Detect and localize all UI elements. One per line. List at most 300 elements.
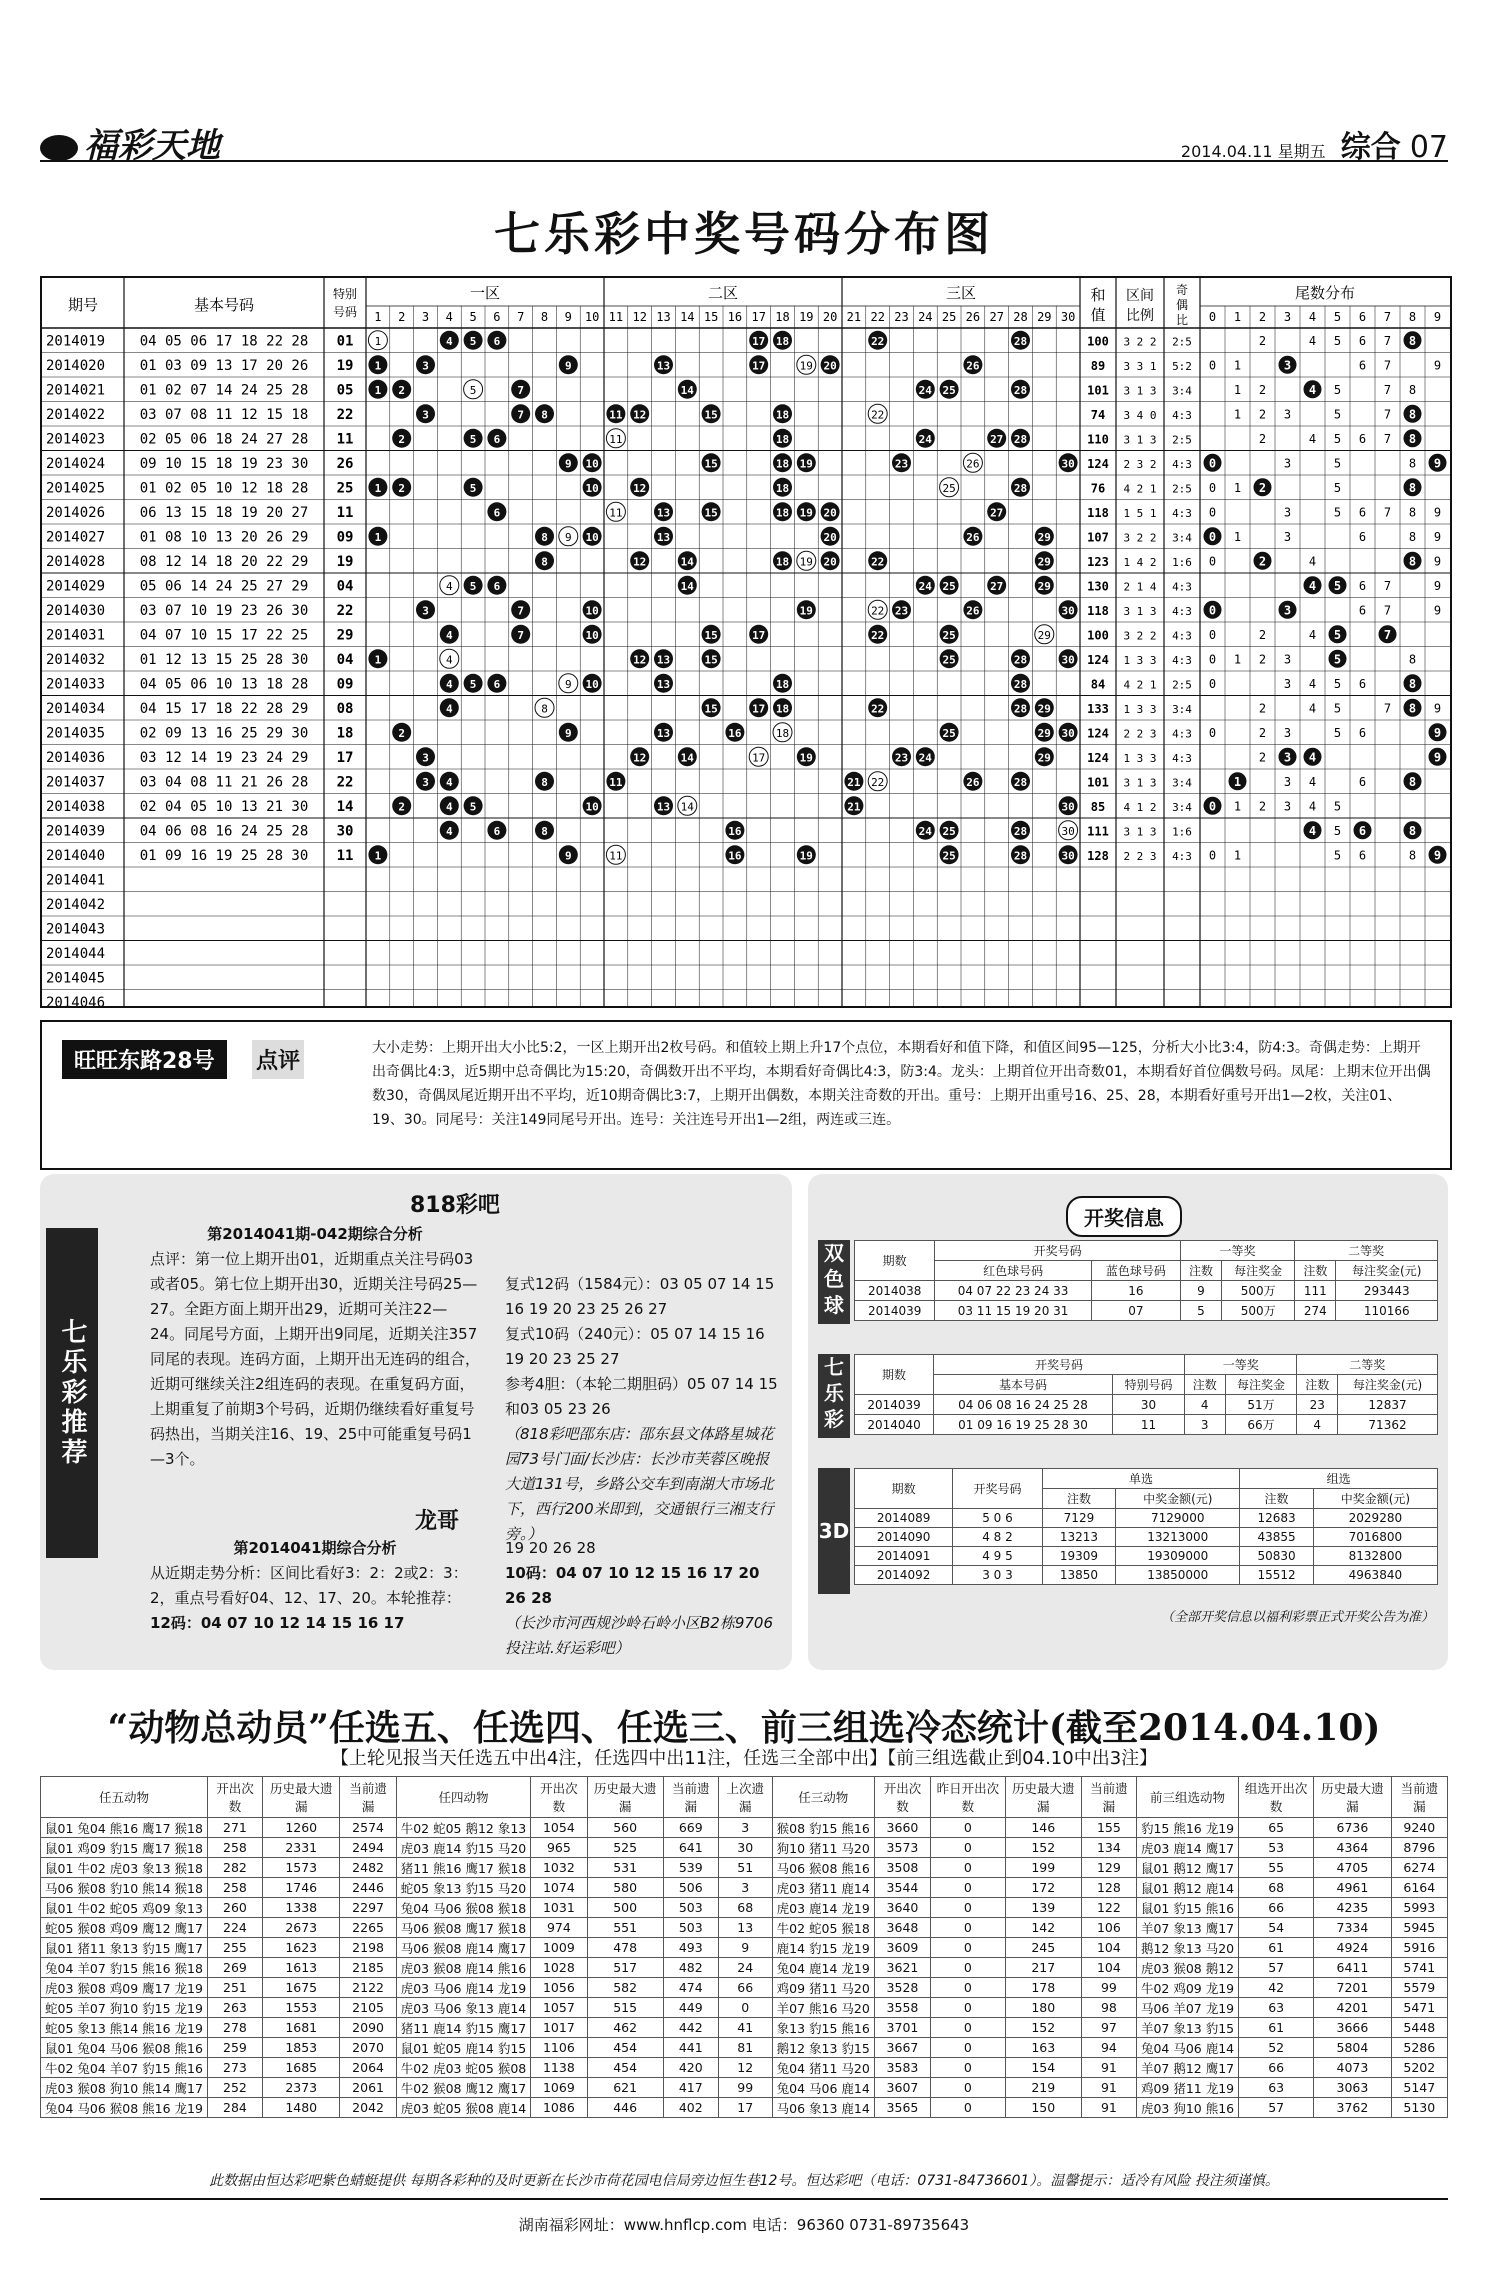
cell: 虎03 狗10 熊16 xyxy=(1136,2098,1238,2118)
winning-ball-label: 25 xyxy=(942,579,956,593)
table-row xyxy=(41,1898,1448,1918)
cell: 兔04 鹿14 龙19 xyxy=(772,1958,874,1978)
winning-ball-label: 28 xyxy=(1013,702,1028,716)
cell: 19309000 xyxy=(1116,1547,1240,1566)
longge-12: 12码：04 07 10 12 14 15 16 17 xyxy=(150,1614,405,1632)
cell: 虎03 蛇05 猴08 鹿14 xyxy=(396,2098,531,2118)
cell: 68 xyxy=(1239,1878,1314,1898)
cell: 兔04 马06 猴08 熊16 龙19 xyxy=(41,2098,208,2118)
cell: 3660 xyxy=(874,1818,930,1838)
tail-digit: 0 xyxy=(1208,358,1217,373)
winning-ball-label: 9 xyxy=(564,359,572,373)
cell: 57 xyxy=(1239,2098,1314,2118)
row-basic: 02 05 06 18 24 27 28 xyxy=(139,431,309,448)
cell: 兔04 马06 鹿14 xyxy=(772,2078,874,2098)
tail-digit: 0 xyxy=(1208,554,1217,569)
cell: 鼠01 牛02 蛇05 鸡09 象13 xyxy=(41,1898,208,1918)
winning-ball-label: 8 xyxy=(541,530,548,544)
ssq-h-numbers: 开奖号码 xyxy=(935,1241,1181,1261)
tail-digit: 2 xyxy=(1258,480,1267,495)
cell: 羊07 象13 鹰17 xyxy=(1136,1918,1238,1938)
winning-ball-label: 4 xyxy=(445,824,453,838)
tail-digit: 0 xyxy=(1208,652,1217,667)
winning-ball-label: 2 xyxy=(398,432,406,446)
cell: 2014038 xyxy=(855,1281,935,1301)
cell: 66 xyxy=(1239,1898,1314,1918)
row-oddeven: 4:3 xyxy=(1172,580,1192,594)
winning-ball-label: 5 xyxy=(469,677,477,691)
tail-digit: 3 xyxy=(1283,750,1292,765)
cell: 11 xyxy=(1113,1415,1185,1435)
row-period: 2014019 xyxy=(46,333,106,350)
winning-ball-label: 8 xyxy=(541,408,548,422)
cell: 5 xyxy=(1180,1301,1221,1321)
bar818-title: 818彩吧 xyxy=(410,1193,500,1218)
tail-digit: 9 xyxy=(1433,725,1442,740)
winning-ball-label: 27 xyxy=(990,432,1004,446)
cell: 3565 xyxy=(874,2098,930,2118)
header-number: 17 xyxy=(751,310,766,324)
cell: 580 xyxy=(587,1878,663,1898)
cold-header: 前三组选动物 xyxy=(1136,1777,1238,1818)
cell: 5804 xyxy=(1314,2038,1391,2058)
winning-ball-label: 28 xyxy=(1013,775,1028,789)
tail-digit: 0 xyxy=(1208,799,1217,814)
header-tail-digit: 3 xyxy=(1283,310,1292,324)
footer-site: 湖南福彩网址：www.hnflcp.com 电话：96360 0731-89735643 xyxy=(518,2216,970,2234)
winning-ball-label: 3 xyxy=(422,359,429,373)
cell: 517 xyxy=(587,1958,663,1978)
cell: 0 xyxy=(931,1978,1006,1998)
winning-ball-label: 30 xyxy=(1061,653,1075,667)
header-number: 1 xyxy=(374,310,382,324)
winning-ball-label: 3 xyxy=(422,408,429,422)
cell: 539 xyxy=(663,1858,718,1878)
row-oddeven: 4:3 xyxy=(1172,653,1192,667)
winning-ball-label: 24 xyxy=(918,579,932,593)
table-row xyxy=(41,1918,1448,1938)
cell: 500万 xyxy=(1222,1301,1295,1321)
tail-digit: 3 xyxy=(1283,799,1292,814)
row-special: 19 xyxy=(336,553,354,570)
tail-digit: 5 xyxy=(1333,480,1342,495)
row-special: 30 xyxy=(336,823,354,840)
winning-ball-label: 5 xyxy=(469,481,477,495)
longge-address: （长沙市河西规沙岭石岭小区B2栋9706投注站.好运彩吧） xyxy=(505,1614,774,1657)
tail-digit: 2 xyxy=(1258,382,1267,397)
cell: 129 xyxy=(1081,1858,1136,1878)
tail-digit: 5 xyxy=(1333,823,1342,838)
winning-ball-label: 10 xyxy=(585,481,599,495)
row-basic: 01 09 16 19 25 28 30 xyxy=(139,847,309,864)
row-basic: 01 03 09 13 17 20 26 xyxy=(139,357,309,374)
row-oddeven: 3:4 xyxy=(1172,531,1192,545)
header-number: 25 xyxy=(941,310,957,324)
row-period: 2014028 xyxy=(46,553,106,570)
table-row xyxy=(855,1528,1438,1547)
cell: 4 xyxy=(1297,1415,1338,1435)
winning-ball-label: 22 xyxy=(871,334,885,348)
row-period: 2014041 xyxy=(46,872,106,889)
winning-ball-label: 29 xyxy=(1037,579,1051,593)
winning-ball-label: 18 xyxy=(775,555,790,569)
special-ball-label: 9 xyxy=(564,677,572,691)
cell: 52 xyxy=(1239,2038,1314,2058)
tail-digit: 9 xyxy=(1433,505,1442,520)
cell: 虎03 鹿14 豹15 马20 xyxy=(396,1838,531,1858)
cell: 5945 xyxy=(1391,1918,1447,1938)
cell: 5147 xyxy=(1391,2078,1447,2098)
header-number: 18 xyxy=(775,310,790,324)
cell: 07 xyxy=(1091,1301,1180,1321)
row-period: 2014022 xyxy=(46,406,106,423)
winning-ball-label: 10 xyxy=(585,800,599,814)
winning-ball-label: 4 xyxy=(445,334,453,348)
longge-title: 龙哥 xyxy=(415,1509,460,1534)
cell: 0 xyxy=(931,1958,1006,1978)
winning-ball-label: 19 xyxy=(799,849,813,863)
cell: 3573 xyxy=(874,1838,930,1858)
cell: 669 xyxy=(663,1818,718,1838)
winning-ball-label: 20 xyxy=(823,506,837,520)
special-ball-label: 30 xyxy=(1061,824,1075,838)
winning-ball-label: 24 xyxy=(918,824,932,838)
winning-ball-label: 10 xyxy=(585,628,599,642)
winning-ball-label: 20 xyxy=(823,530,837,544)
cell: 3 xyxy=(718,1818,772,1838)
tail-digit: 4 xyxy=(1308,627,1317,642)
cell: 3 xyxy=(718,1878,772,1898)
cell: 482 xyxy=(663,1958,718,1978)
tail-digit: 5 xyxy=(1333,431,1342,446)
winning-ball-label: 28 xyxy=(1013,677,1028,691)
tail-digit: 7 xyxy=(1383,358,1392,373)
bar818-col1 xyxy=(150,1222,480,1472)
page-title: 七乐彩中奖号码分布图 xyxy=(494,207,994,261)
winning-ball-label: 18 xyxy=(775,702,790,716)
winning-ball-label: 25 xyxy=(942,824,956,838)
row-special: 22 xyxy=(336,406,354,423)
cell: 鼠01 兔04 熊16 鹰17 猴18 xyxy=(41,1818,208,1838)
cell: 5448 xyxy=(1391,2018,1447,2038)
cell: 猪11 鹿14 豹15 鹰17 xyxy=(396,2018,531,2038)
row-sum: 124 xyxy=(1087,750,1109,765)
cell: 2373 xyxy=(262,2078,339,2098)
header-zone-3: 三区 xyxy=(945,284,977,302)
winning-ball-label: 2 xyxy=(398,481,406,495)
cell: 1681 xyxy=(262,2018,339,2038)
cell: 57 xyxy=(1239,1958,1314,1978)
winning-ball-label: 18 xyxy=(775,481,790,495)
cell: 马06 羊07 龙19 xyxy=(1136,1998,1238,2018)
header-number: 4 xyxy=(445,310,453,324)
winning-ball-label: 29 xyxy=(1037,530,1051,544)
tail-digit: 9 xyxy=(1433,578,1442,593)
winning-ball-label: 6 xyxy=(493,432,501,446)
tail-digit: 8 xyxy=(1408,652,1417,667)
row-period: 2014030 xyxy=(46,602,106,619)
d3-h-single: 单选 xyxy=(1042,1469,1240,1489)
winning-ball-label: 18 xyxy=(775,432,790,446)
cell: 5130 xyxy=(1391,2098,1447,2118)
header-period: 期号 xyxy=(67,296,99,314)
header-number: 24 xyxy=(918,310,933,324)
winning-ball-label: 2 xyxy=(398,800,406,814)
ssq-h-period: 期数 xyxy=(855,1241,935,1281)
winning-ball-label: 4 xyxy=(445,628,453,642)
tail-digit: 8 xyxy=(1408,431,1417,446)
header-number: 29 xyxy=(1037,310,1052,324)
tail-digit: 0 xyxy=(1208,627,1217,642)
cell: 278 xyxy=(207,2018,262,2038)
cell: 9240 xyxy=(1391,1818,1447,1838)
cell: 2185 xyxy=(340,1958,396,1978)
header-number: 30 xyxy=(1060,310,1076,324)
cell: 兔04 猪11 马20 xyxy=(772,2058,874,2078)
qlc-table xyxy=(854,1354,1438,1435)
tail-digit: 5 xyxy=(1333,578,1342,593)
bar818-analysis: 点评：第一位上期开出01，近期重点关注号码03或者05。第七位上期开出30，近期关注号码25—27。全距方面上期开出29，近期可关注22—24。同尾号方面，上期开出9同尾，近期关注357同尾的表现。连码方面，上期开出无连码的组合，近期可继续关注2组连码的表现。在重复码方面，上期重复了前期3个号码，近期仍继续看好重复号码热出，当期关注16、19、25中可能重复号码1—3个。 xyxy=(150,1250,481,1468)
row-period: 2014029 xyxy=(46,578,106,595)
special-ball-label: 19 xyxy=(799,359,813,373)
winning-ball-label: 14 xyxy=(680,579,694,593)
header-tail-digit: 0 xyxy=(1208,310,1217,324)
cell: 7016800 xyxy=(1313,1528,1437,1547)
cell: 24 xyxy=(718,1958,772,1978)
row-period: 2014042 xyxy=(46,896,106,913)
winning-ball-label: 25 xyxy=(942,628,956,642)
cell: 66 xyxy=(718,1978,772,1998)
header-basic: 基本号码 xyxy=(193,296,255,314)
special-ball-label: 26 xyxy=(966,457,980,471)
cell: 鼠01 猪11 象13 豹15 鹰17 xyxy=(41,1938,208,1958)
special-ball-label: 4 xyxy=(445,579,453,593)
cell: 2070 xyxy=(340,2038,396,2058)
cell: 245 xyxy=(1005,1938,1081,1958)
cell: 8132800 xyxy=(1313,1547,1437,1566)
cell: 91 xyxy=(1081,2078,1136,2098)
tail-digit: 3 xyxy=(1283,456,1292,471)
tail-digit: 1 xyxy=(1233,848,1242,863)
row-special: 11 xyxy=(336,504,354,521)
bar818-banker: 参考4胆：（本轮二期胆码）05 07 14 15和03 05 23 26 xyxy=(505,1375,778,1418)
header-tail-digit: 2 xyxy=(1258,310,1267,324)
cell: 马06 象13 鹿14 xyxy=(772,2098,874,2118)
cell: 3508 xyxy=(874,1858,930,1878)
cell: 6274 xyxy=(1391,1858,1447,1878)
winning-ball-label: 14 xyxy=(680,383,694,397)
row-period: 2014040 xyxy=(46,847,106,864)
winning-ball-label: 6 xyxy=(493,677,501,691)
winning-ball-label: 15 xyxy=(704,702,718,716)
winning-ball-label: 7 xyxy=(517,628,525,642)
row-oddeven: 4:3 xyxy=(1172,408,1192,422)
winning-ball-label: 28 xyxy=(1013,432,1028,446)
header-tail-digit: 8 xyxy=(1408,310,1417,324)
row-period: 2014036 xyxy=(46,749,106,766)
row-sum: 124 xyxy=(1087,726,1109,741)
row-special: 22 xyxy=(336,602,354,619)
cell: 13 xyxy=(718,1918,772,1938)
winning-ball-label: 28 xyxy=(1013,481,1028,495)
row-oddeven: 2:5 xyxy=(1172,433,1192,447)
row-oddeven: 4:3 xyxy=(1172,506,1192,520)
tail-digit: 7 xyxy=(1383,407,1392,422)
row-range: 3 1 3 xyxy=(1123,604,1157,618)
cell: 4 xyxy=(1184,1395,1225,1415)
cell: 1057 xyxy=(531,1998,587,2018)
cell: 3609 xyxy=(874,1938,930,1958)
cell: 马06 猴08 熊16 xyxy=(772,1858,874,1878)
winning-ball-label: 10 xyxy=(585,457,599,471)
cell: 1106 xyxy=(531,2038,587,2058)
row-special: 19 xyxy=(336,357,354,374)
winning-ball-label: 17 xyxy=(752,359,766,373)
ssq-sub: 红色球号码 xyxy=(935,1261,1091,1281)
winning-ball-label: 10 xyxy=(585,677,599,691)
cell: 蛇05 象13 豹15 马20 xyxy=(396,1878,531,1898)
cold-subtitle: 【上轮见报当天任选五中出4注，任选四中出11注，任选三全部中出】【前三组选截止到04.10中出3注】 xyxy=(330,1748,1158,1769)
page-number: 07 xyxy=(1409,130,1448,165)
cell: 271 xyxy=(207,1818,262,1838)
winning-ball-label: 26 xyxy=(966,604,980,618)
cell: 1685 xyxy=(262,2058,339,2078)
cell: 965 xyxy=(531,1838,587,1858)
header-number: 9 xyxy=(564,310,572,324)
row-range: 3 1 3 xyxy=(1123,776,1157,790)
comment-box xyxy=(40,1020,1452,1170)
cell: 兔04 羊07 豹15 熊16 猴18 xyxy=(41,1958,208,1978)
tail-digit: 6 xyxy=(1358,725,1367,740)
cell: 蛇05 羊07 狗10 豹15 龙19 xyxy=(41,1998,208,2018)
cold-header: 开出次数 xyxy=(207,1777,262,1818)
table-row xyxy=(855,1509,1438,1528)
cell: 63 xyxy=(1239,1998,1314,2018)
cell: 1028 xyxy=(531,1958,587,1978)
cell: 13213 xyxy=(1042,1528,1115,1547)
cell: 4705 xyxy=(1314,1858,1391,1878)
cold-header: 当前遗漏 xyxy=(663,1777,718,1818)
cell: 3667 xyxy=(874,2038,930,2058)
header-number: 27 xyxy=(989,310,1004,324)
cell: 鹅12 象13 豹15 xyxy=(772,2038,874,2058)
cell: 269 xyxy=(207,1958,262,1978)
row-basic: 02 04 05 10 13 21 30 xyxy=(139,798,309,815)
winning-ball-label: 6 xyxy=(493,334,501,348)
cell: 551 xyxy=(587,1918,663,1938)
winning-ball-label: 18 xyxy=(775,457,790,471)
winning-ball-label: 9 xyxy=(564,457,572,471)
cell: 0 xyxy=(931,2018,1006,2038)
cell: 9 xyxy=(1180,1281,1221,1301)
cell: 虎03 马06 象13 鹿14 xyxy=(396,1998,531,2018)
cell: 9 xyxy=(718,1938,772,1958)
row-oddeven: 3:4 xyxy=(1172,776,1192,790)
winning-ball-label: 30 xyxy=(1061,726,1075,740)
row-period: 2014021 xyxy=(46,382,106,399)
winning-ball-label: 1 xyxy=(374,481,382,495)
row-sum: 101 xyxy=(1087,383,1109,398)
table-row xyxy=(855,1566,1438,1585)
tail-digit: 0 xyxy=(1208,480,1217,495)
row-period: 2014027 xyxy=(46,529,106,546)
winning-ball-label: 4 xyxy=(445,775,453,789)
row-range: 3 1 3 xyxy=(1123,384,1157,398)
tail-digit: 2 xyxy=(1258,627,1267,642)
cell: 163 xyxy=(1005,2038,1081,2058)
cell: 53 xyxy=(1239,1838,1314,1858)
cell: 258 xyxy=(207,1878,262,1898)
cell: 5 0 6 xyxy=(953,1509,1042,1528)
tail-digit: 9 xyxy=(1433,456,1442,471)
row-sum: 84 xyxy=(1090,677,1106,692)
d3-label: 3D xyxy=(818,1468,850,1594)
cell: 1623 xyxy=(262,1938,339,1958)
tail-digit: 3 xyxy=(1283,505,1292,520)
row-oddeven: 1:6 xyxy=(1172,825,1192,839)
cell: 2090 xyxy=(340,2018,396,2038)
tail-digit: 2 xyxy=(1258,725,1267,740)
tail-digit: 5 xyxy=(1333,676,1342,691)
winning-ball-label: 19 xyxy=(799,604,813,618)
longge-10: 10码：04 07 10 12 15 16 17 20 26 28 xyxy=(505,1564,760,1607)
row-basic: 08 12 14 18 20 22 29 xyxy=(139,553,309,570)
winning-ball-label: 9 xyxy=(564,726,572,740)
header-number: 11 xyxy=(608,310,624,324)
tail-digit: 0 xyxy=(1208,505,1217,520)
tail-digit: 7 xyxy=(1383,603,1392,618)
special-ball-label: 25 xyxy=(942,481,956,495)
header-number: 13 xyxy=(656,310,671,324)
tail-digit: 0 xyxy=(1208,725,1217,740)
cell: 马06 猴08 鹿14 鹰17 xyxy=(396,1938,531,1958)
winning-ball-label: 25 xyxy=(942,849,956,863)
winning-ball-label: 15 xyxy=(704,408,718,422)
longge-analysis: 从近期走势分析：区间比看好3：2：2或2：3：2，重点号看好04、12、17、20。本轮推荐： xyxy=(150,1564,468,1607)
cell: 7334 xyxy=(1314,1918,1391,1938)
qlc-sub: 注数 xyxy=(1297,1375,1338,1395)
cell: 1017 xyxy=(531,2018,587,2038)
cold-table xyxy=(40,1776,1448,2118)
cell: 284 xyxy=(207,2098,262,2118)
cell: 3583 xyxy=(874,2058,930,2078)
tail-digit: 8 xyxy=(1408,333,1417,348)
row-special: 08 xyxy=(336,700,354,717)
cell: 282 xyxy=(207,1858,262,1878)
bar818-col2 xyxy=(505,1272,780,1547)
table-row xyxy=(41,2038,1448,2058)
row-basic: 04 15 17 18 22 28 29 xyxy=(139,700,309,717)
brand-name: 福彩天地 xyxy=(84,126,220,166)
tail-digit: 4 xyxy=(1308,799,1317,814)
row-oddeven: 4:3 xyxy=(1172,751,1192,765)
special-ball-label: 17 xyxy=(752,751,766,765)
tail-digit: 4 xyxy=(1308,823,1317,838)
tail-digit: 6 xyxy=(1358,823,1367,838)
cell: 1086 xyxy=(531,2098,587,2118)
tail-digit: 5 xyxy=(1333,848,1342,863)
cell: 兔04 马06 鹿14 xyxy=(1136,2038,1238,2058)
header-zone-1: 一区 xyxy=(469,284,501,302)
cell: 104 xyxy=(1081,1958,1136,1978)
cell: 2122 xyxy=(340,1978,396,1998)
winning-ball-label: 29 xyxy=(1037,751,1051,765)
qlc-sub: 每注奖金 xyxy=(1225,1375,1297,1395)
special-ball-label: 11 xyxy=(609,849,623,863)
tail-digit: 4 xyxy=(1308,676,1317,691)
row-period: 2014025 xyxy=(46,480,106,497)
row-oddeven: 3:4 xyxy=(1172,384,1192,398)
